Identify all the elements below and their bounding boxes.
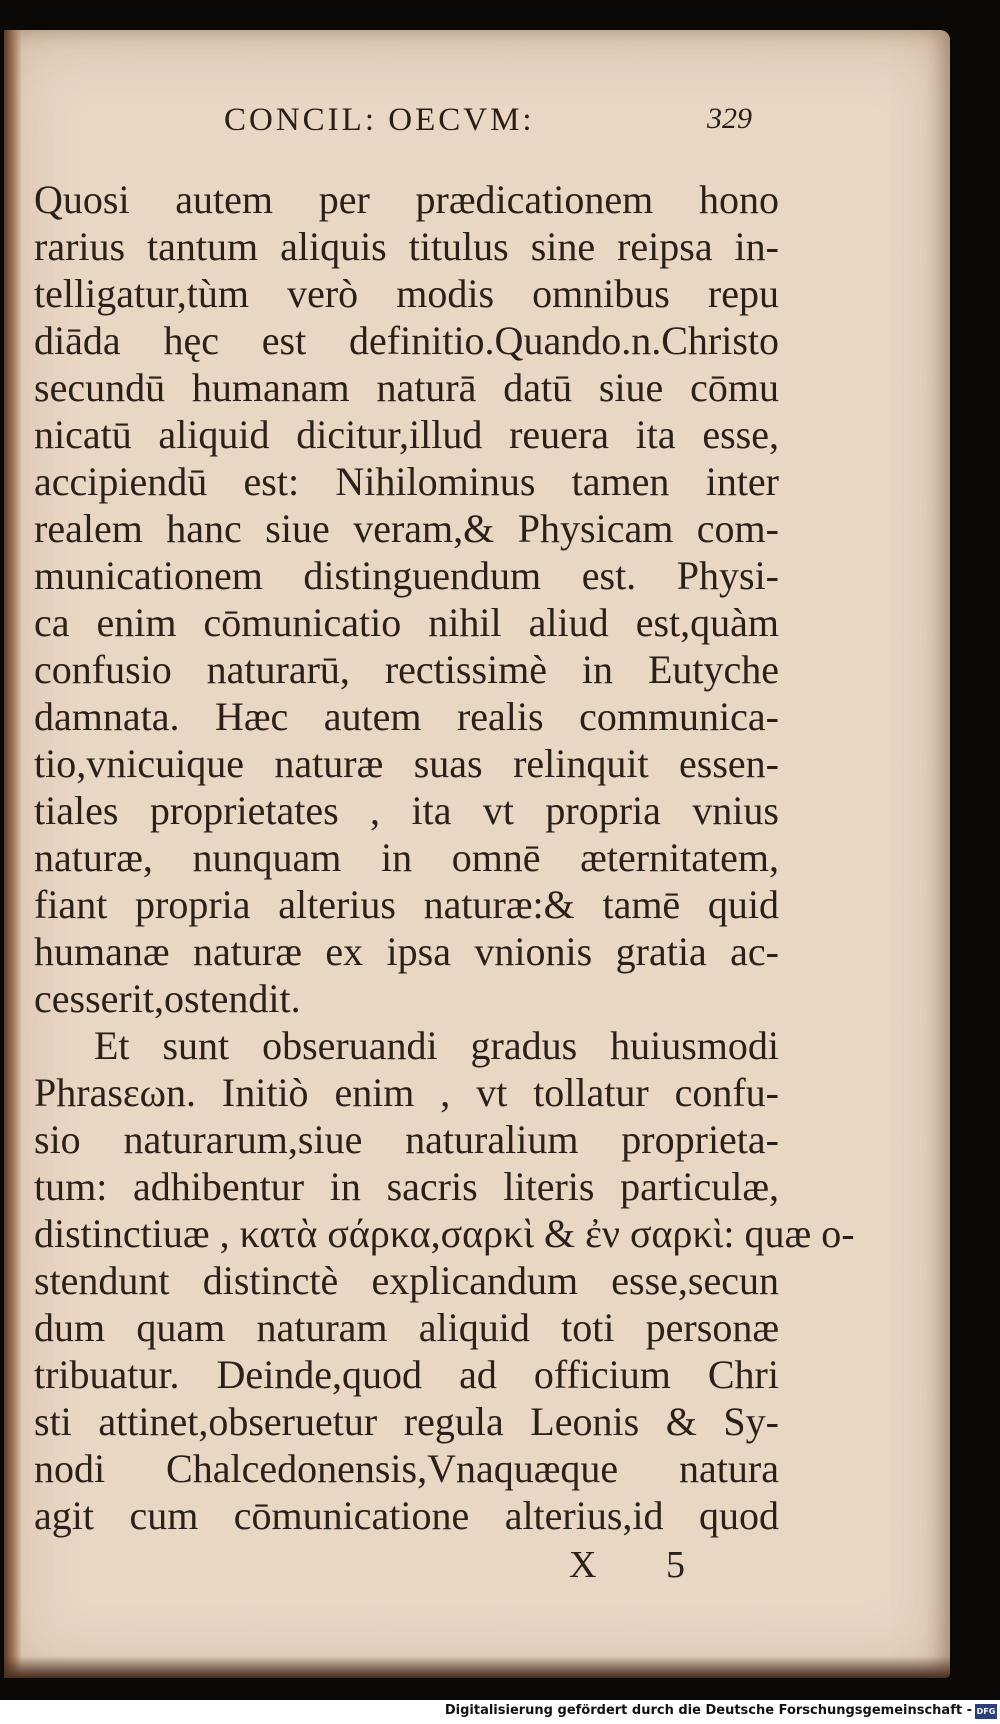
text-line: accipiendū est: Nihilominus tamen inter: [34, 459, 779, 504]
signature-mark: X 5: [569, 1544, 715, 1586]
dfg-logo: DFG: [975, 1704, 997, 1719]
footer-bar: [0, 1700, 1000, 1724]
text-line: confusio naturarū, rectissimè in Eutyche: [34, 647, 779, 692]
text-line: Et sunt obseruandi gradus huiusmodi: [94, 1023, 779, 1068]
text-line: diāda hęc est definitio.Quando.n.Christo: [34, 318, 779, 363]
text-line: tribuatur. Deinde,quod ad officium Chri: [34, 1352, 779, 1397]
running-head: CONCIL: OECVM:: [224, 102, 535, 138]
text-line: cesserit,ostendit.: [34, 976, 301, 1021]
text-line: ca enim cōmunicatio nihil aliud est,quàm: [34, 600, 779, 645]
funding-credit: Digitalisierung gefördert durch die Deutsche Forschungsgemeinschaft -: [444, 1703, 972, 1718]
text-line: telligatur,tùm verò modis omnibus repu: [34, 271, 779, 316]
body-text: [34, 176, 855, 1539]
text-line: agit cum cōmunicatione alterius,id quod: [34, 1493, 779, 1538]
text-line: municationem distinguendum est. Physi-: [34, 553, 779, 598]
text-line: rarius tantum aliquis titulus sine reipsa in-: [34, 224, 779, 269]
text-line: Quosi autem per prædicationem hono: [34, 177, 779, 222]
text-line: sti attinet,obseruetur regula Leonis & Sy-: [34, 1399, 779, 1444]
text-line: distinctiuæ , κατὰ σάρκα,σαρκὶ & ἐν σαρκὶ: quæ o-: [34, 1211, 855, 1256]
text-line: tio,vnicuique naturæ suas relinquit essen-: [34, 741, 779, 786]
text-line: nodi Chalcedonensis,Vnaquæque natura: [34, 1446, 779, 1491]
page-bottom-edge: [4, 1656, 950, 1678]
text-line: nicatū aliquid dicitur,illud reuera ita esse,: [34, 412, 779, 457]
text-line: fiant propria alterius naturæ:& tamē quid: [34, 882, 779, 927]
text-line: Phrasεωn. Initiò enim , vt tollatur confu-: [34, 1070, 779, 1115]
text-line: humanæ naturæ ex ipsa vnionis gratia ac-: [34, 929, 779, 974]
page-number: 329: [707, 102, 752, 135]
text-line: stendunt distinctè explicandum esse,secun: [34, 1258, 779, 1303]
text-line: realem hanc siue veram,& Physicam com-: [34, 506, 779, 551]
book-page: [4, 30, 950, 1678]
text-line: tum: adhibentur in sacris literis particulæ,: [34, 1164, 779, 1209]
text-line: tiales proprietates , ita vt propria vnius: [34, 788, 779, 833]
text-line: secundū humanam naturā datū siue cōmu: [34, 365, 779, 410]
text-line: damnata. Hæc autem realis communica-: [34, 694, 779, 739]
page-spine-shadow: [4, 30, 22, 1678]
text-line: naturæ, nunquam in omnē æternitatem,: [34, 835, 779, 880]
text-line: dum quam naturam aliquid toti personæ: [34, 1305, 779, 1350]
text-line: sio naturarum,siue naturalium proprieta-: [34, 1117, 779, 1162]
